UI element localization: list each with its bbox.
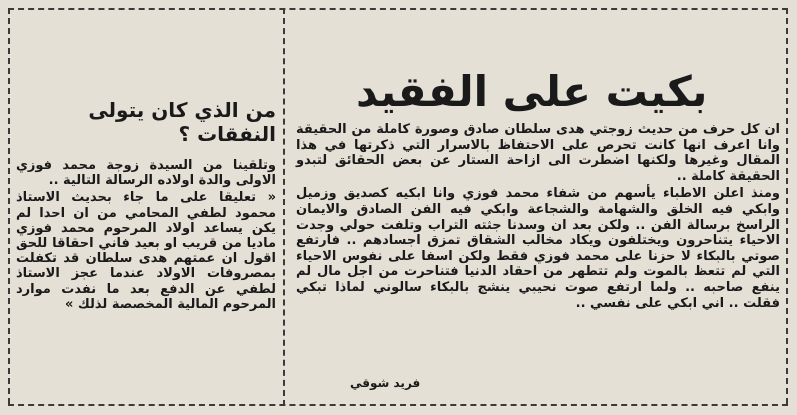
side-article (16, 20, 276, 400)
main-article-headline: بكيت على الفقيد (356, 67, 708, 116)
column-divider (283, 8, 285, 406)
top-cut-border (8, 8, 788, 10)
main-article-paragraph-1: ان كل حرف من حديث زوجتي هدى سلطان صادق وصورة كاملة من الحقيقة وانا اعرف انها كانت تحرص على الاحتفاظ بالاسرار التي ذكرتها في هذا المقال وغيرها ولكنها اضطرت الى ازاحة الستار عن بعض الحقائق لتبدو الحقيقة كاملة .. (296, 122, 780, 184)
main-article-paragraph-2: ومنذ اعلن الاطباء يأسهم من شفاء محمد فوزي وانا ابكيه كصديق وزميل وابكي فيه الخلق والشهامة والشجاعة وابكي فيه الفن الصادق والايمان الراسخ برسالة الفن .. ولكن بعد ان وسدنا جثته التراب وتلفت حولي وجدت الاحياء يتناحرون ويختلفون ويكاد مخالب الشقاق تمزق اجسادهم .. فارتفع صوتي بالبكاء لا حزنا على محمد فوزي فقط ولكن اسفا على نفوس الاحياء التي لم تتعظ بالموت ولم تتطهر من احقاد الدنيا فتناحرت من اجل مال لم ينفع صاحبه .. ولما ارتفع صوت نحيبي ينشج بالبكاء سالوني لماذا تبكي فقلت .. اني ابكي على نفسي .. (296, 186, 780, 311)
side-article-headline: من الذي كان يتولى النفقات ؟ (88, 98, 276, 146)
left-cut-border (8, 8, 10, 404)
author-signature: فريد شوقي (350, 376, 421, 390)
main-article (296, 20, 780, 400)
right-cut-border (786, 8, 788, 404)
bottom-cut-border (8, 404, 788, 406)
side-article-paragraph-1: وتلقينا من السيدة زوجة محمد فوزي الاولى والدة اولاده الرسالة التالية .. (16, 158, 276, 189)
side-article-paragraph-2: « تعليقا على ما جاء بحديث الاستاذ محمود لطفي المحامي من ان احدا لم يكن يساعد اولاد المرحوم محمد فوزي ماديا من قريب او بعيد فاني احقاقا للحق اقول ان عمتهم هدى سلطان قد تكفلت بمصروفات الاولاد عندما عجز الاستاذ لطفي عن الدفع بعد ما نفدت موارد المرحوم المالية المخصصة لذلك » (16, 190, 276, 312)
